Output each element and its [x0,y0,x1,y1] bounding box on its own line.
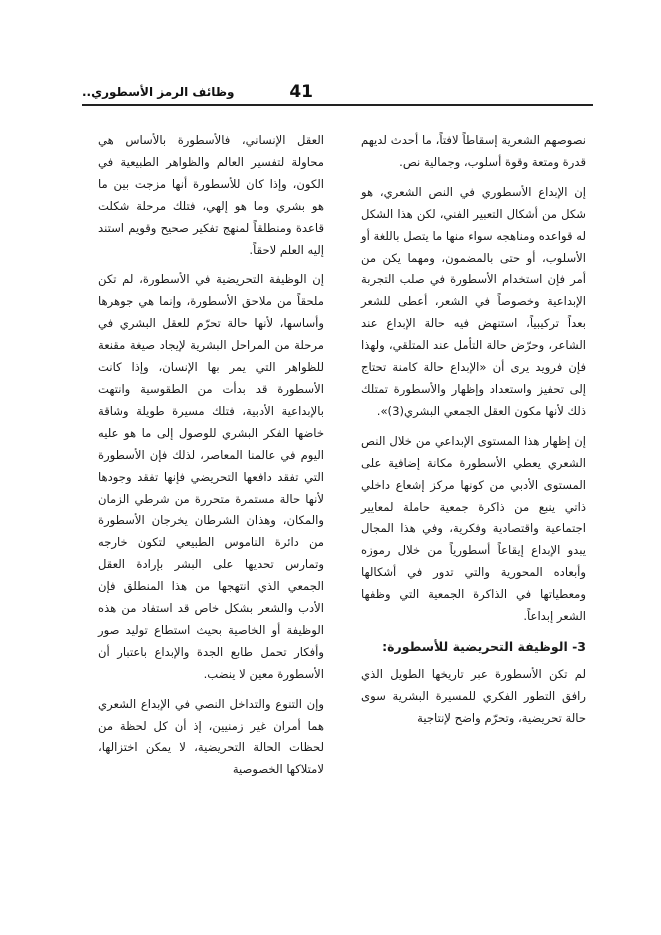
paragraph: نصوصهم الشعرية إسقاطاً لافتاً، ما أحدث لديهم قدرة ومتعة وقوة أسلوب، وجمالية نص. [361,133,586,169]
paragraph: إن إظهار هذا المستوى الإبداعي من خلال النص الشعري يعطي الأسطورة مكانة إضافية على المستوى الأدبي من كونها مركز إشعاع داخلي ذاتي ينبع من ذاكرة جمعية حاملة لمعايير اجتماعية واقتصادية وفكرية، وفي هذا المجال يبدو الإبداع إيقاعاً أسطورياً من خلال رموزه وأبعاده المحورية والتي تدور في أشكالها ومعطياتها في الذاكرة الجمعية التي وظفها الشعر إبداعاً. [361,433,586,624]
paragraph: وإن التنوع والتداخل النصي في الإبداع الشعري هما أمران غير زمنيين، إذ أن كل لحظة من لحظات الحالة التحريضية، لا يمكن اختزالها، لامتلاكها الخصوصية [98,696,324,777]
left-column [98,130,324,789]
running-title: وظائف الرمز الأسطوري.. [82,85,235,99]
paragraph: العقل الإنساني، فالأسطورة بالأساس هي محاولة لتفسير العالم والظواهر الطبيعية في الكون، وإذا كان للأسطورة أنها مزجت بين ما هو بشري وما هو إلهي، فتلك مرحلة شكلت قاعدة ومنطلقاً لمنهج تفكير صحيح وقويم استند إليه العلم لاحقاً. [98,133,324,257]
header-rule [82,104,593,106]
page-header [82,78,313,106]
page-number: 41 [289,82,313,102]
paragraph: إن الوظيفة التحريضية في الأسطورة، لم تكن ملحقاً من ملاحق الأسطورة، وإنما هي جوهرها وأساسها، لأنها حالة تحرّم للعقل البشري في مرحلة من المراحل البشرية لإيجاد صيغة مقنعة للظواهر التي يمر بها الإنسان، وإذا كانت الأسطورة قد بدأت من الطقوسية وانتهت بالإبداعية الأدبية، فتلك مسيرة طويلة وشاقة خاضها الفكر البشري للوصول إلى ما هو عليه اليوم في عالمنا المعاصر، لذلك فإن الأسطورة التي تفقد دافعها التحريضي فإنها تفقد وجودها لأنها حالة مستمرة متحررة من شرطي الزمان والمكان، وهذان الشرطان يخرجان الأسطورة من دائرة الناموس الطبيعي لتكون خارجه وتمارس تحديها على البشر بإرادة العقل الجمعي الذي انتهجها من هذا المنطلق فإن الأدب والشعر بشكل خاص قد استفاد من هذه الوظيفة أو الخاصية بحيث استطاع توليد صور وأفكار تحمل طابع الجدة والإبداع باعتبار أن الأسطورة معين لا ينضب. [98,272,324,681]
paragraph: إن الإبداع الأسطوري في النص الشعري، هو شكل من أشكال التعبير الفني، لكن هذا الشكل له قواعده ومناهجه سواء منها ما يتصل باللغة أو الأسلوب، أو حتى بالمضمون، ومهما يكن من أمر فإن استخدام الأسطورة في صلب التجربة الإبداعية وخصوصاً في الشعر، أعطى للشعر بعداً تركيبياً، استنهض فيه حالة الإبداع عند الشاعر، وحرّض حالة التأمل عند المتلقي، ولهذا فإن فرويد يرى أن «الإبداع حالة كامنة تحتاج إلى تحفيز واستعداد وإظهار والأسطورة تمتلك ذلك لأنها مكون العقل الجمعي البشري(3)». [361,184,586,418]
paragraph: لم تكن الأسطورة عبر تاريخها الطويل الذي رافق التطور الفكري للمسيرة البشرية سوى حالة تحريضية، وتحرّم واضح لإنتاجية [361,666,586,725]
right-column [361,130,586,738]
section-heading: 3- الوظيفة التحريضية للأسطورة: [382,638,586,654]
